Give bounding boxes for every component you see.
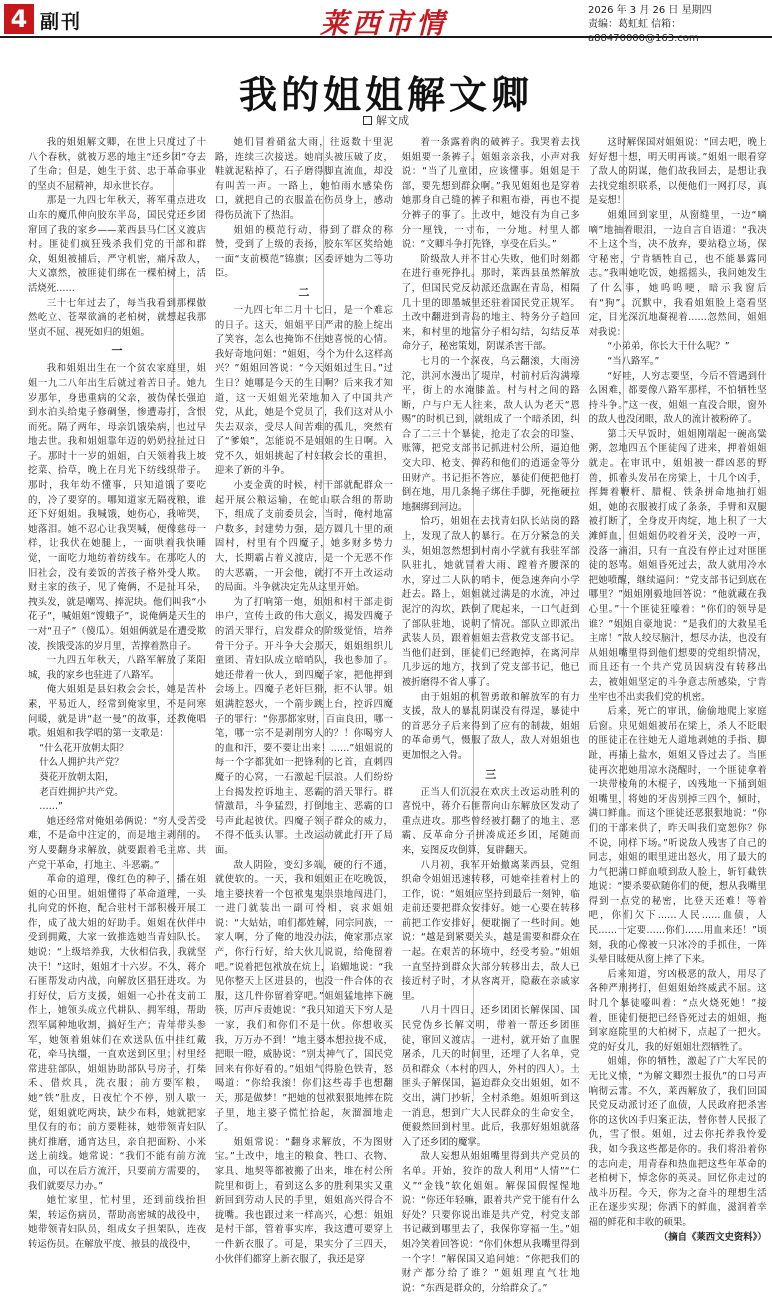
paragraph: 为了打响第一炮，姐姐和村干部走街串户，宣传土政的伟大意义，揭发四魔子的滔天罪行，启发群众的阶级觉悟，培养骨干分子。开斗争大会那天，姐姐组织儿童团、青妇队成立暗哨队，我也参加了。她还带着一伙人，到四魔子家，把他押到会场上。四魔子老奸巨猾，拒不认罪。姐姐满腔怒火，一个箭步跳上台，控诉四魔子的罪行：“你那都家财，百亩良田，哪一笔，哪一宗不是剥削穷人的？！你喝穷人的血和汗，要不要让出来！……”姐姐说的每一个字都犹如一把锋利的匕首，直刺四魔子的心窝，一石激起千层浪。人们纷纷上台揭发控诉地主、恶霸的滔天罪行。群情激昂，斗争猛烈，打倒地主、恶霸的口号声此起彼伏。四魔子领子群众的威力，不得不低头认罪。土改运动就此打开了局面。 xyxy=(214,596,393,856)
paragraph: 三十七年过去了，每当我看到那棵傲然屹立、苍翠欲滴的老柏树，就想起我那坚贞不屈、视死如归的姐姐。 xyxy=(28,297,206,338)
text-column-4 xyxy=(588,136,767,1243)
article-title: 我的姐姐解文卿 xyxy=(238,72,533,117)
paragraph: 俺大姐姐是县妇救会会长，她是苦朴素，平易近人，经常到俺家里，不是问寒问暖，就是讲“赵一曼”的故事，还教俺唱歌。姐姐和我学唱的第一支歌是： xyxy=(28,684,206,740)
paragraph: 一九四七年二月十七日，是一个难忘的日子。这天，姐姐平日严肃的脸上绽出了笑容，怎么也掩饰不住她喜悦的心情。我好奇地问姐：“姐姐，今个为什么这样高兴？”姐姐回答说：“今天姐姐过生日。”过生日？她哪是今天的生日啊？后来我才知道，这一天姐姐光荣地加入了中国共产党，从此，她是个党员了，我们这对从小失去双亲，受尽人间苦难的孤儿，突然有了“爹娘”，怎能说不是姐姐的生日啊。入党不久，姐姐挑起了村妇救会长的重担，迎来了新的斗争。 xyxy=(214,304,393,477)
paragraph: 敌人阴险，变幻多端，硬的行不通，就使软的。一天，我和姐姐正在吃晚饭，地主婆挟着一个包袱鬼鬼祟祟地闯进门，一进门就装出一副可怜相，哀求姐姐说：“大姑姑，咱们都姓解，同宗同族，一家人啊，分了俺的地没办法，俺家那点家产，你行行好，给大伙儿说说，给俺留着吧。”说着把包袱放在炕上，谄媚地说：“我见你整天上区进县的，也没一件合体的衣服，这几件你留着穿吧。”姐姐猛地摔下碗筷，厉声斥责她说：“我只知道天下穷人是一家，我们和你们不是一伙。你想收买我，万万办不到！”地主婆本想拉拢不成，把眼一瞪，威胁说：“别太神气了，国民党回来有你好看的。”姐姐气得脸色铁青，怒喝道：“你给我滚！你们这些毒手也想翻天，那是做梦！”把她的包袱狠狠地摔在院子里，地主婆子慌忙拾起，灰溜溜地走了。 xyxy=(214,859,393,1134)
paragraph: “好哇，人穷志要坚，今后不管遇到什么困难，都要像八路军那样，不怕牺牲坚持斗争。”这一夜，姐姐一直没合眼，窗外的敌人也没闭眼，敌人的流计被粉碎了。 xyxy=(588,370,767,426)
paragraph: 七月的一个深夜，乌云翻滚，大雨滂沱，洪河水漫出了堤岸，村前村后沟满壕平，街上的水淹膝盖。村与村之间的路断，户与户无人往来，敌人认为老天“恩赐”的时机已到，就组成了一个暗杀团，纠合了二三十个暴徒，抢走了农会的印鉴、账簿，把党支部书记抓进村公所，逼迫他交大印、枪支、弹药和他们的逍遥金等分田财产。书记拒不答应，暴徒们便把他打倒在地，用几条绳子绑住手脚，死拖硬拉地捆绑到河边。 xyxy=(401,355,580,513)
paragraph: 恰巧，姐姐在去找青妇队长站岗的路上，发现了敌人的暴行。在万分紧急的关头，姐姐忽然想到村南小学就有我驻军部队驻扎，她就冒着大雨、蹚着齐腰深的水，穿过二人队的哨卡，便急速奔向小学赶去。路上，姐姐就过满是的水流，冲过泥泞的沟坎，跌倒了爬起来，一口气赶到了部队驻地，说明了情况。部队立即派出武装人员，跟着姐姐去营救党支部书记。当他们赶到，匪徒们已经跑掉，在离河岸几步远的地方，找到了党支部书记，他已被折磨得不省人事了。 xyxy=(401,516,580,688)
paragraph: 阶级敌人并不甘心失败，他们时刻都在进行垂死挣扎。那时，莱西县虽然解放了，但国民党反动派还盘踞在青岛，相隔几十里的即墨城里还驻着国民党正规军。土改中翻进到青岛的地主、特务分子趋回来，和村里的地富分子相勾结，勾结反革命分子，秘密策划，阴谋杀害干部。 xyxy=(401,253,580,353)
paragraph: 八月初，我军开始撤离莱西县，党组织命令姐姐迅速转移，可她牵挂着村上的工作，说：“姐姐应坚持到最后一刻钟，临走前还要把群众安排好。她一心要在转移前把工作安排好，便耽搁了一些时间。她说：“越是到紧要关头，越是需要和群众在一起。在艰苦的环境中，经受考验。”姐姐一直坚持到群众大部分转移出去，敌人已接近村子时，才从容离开，隐蔽在亲戚家里。 xyxy=(401,859,580,1002)
song-line: 老百姓拥护共产党。 xyxy=(39,786,124,798)
issue-meta xyxy=(588,4,772,46)
chapter-number: 三 xyxy=(485,767,497,781)
text-column-1 xyxy=(28,136,206,1250)
newspaper-masthead: 莱西市情 xyxy=(320,7,449,40)
paragraph: 后来知道，穷凶极恶的敌人，用尽了各种严刑拷打，但姐姐始终威武不屈。这时几个暴徒嚎叫着：“点火烧死她！”接着，匪徒们便把已经昏死过去的姐姐，拖到家庭院里的大柏树下，点起了一把火。党的好女儿，我的好姐姐壮烈牺牲了。 xyxy=(588,968,767,1053)
section-title: 副刊 xyxy=(40,11,83,33)
paragraph: 八月十四日，还乡团团长解保国、国民党伪乡长解文明，带着一帮还乡团匪徒，窜回义渡店。一进村，就开始了血腥屠杀，几天的时间里，还埋了人名单，党员和群众（本村的四人，外村的四人）。土匪头子解保国，逼迫群众交出姐姐，如不交出，满门抄斩，全村杀绝。姐姐听到这一消息，想到广大人民群众的生命安全，便毅然回到村里。此后，我那好姐姐就落入了还乡团的魔掌。 xyxy=(401,1005,580,1148)
song-line: 葵花开放朝太阳， xyxy=(39,771,115,783)
paragraph: 后来，死亡的审讯，偷偷地爬上家庭后窗。只见姐姐被吊在梁上，杀人不眨眼的匪徒正在往她无人道地剥她的手指、脚趾，再插上盐水，姐姐又昏过去了。当匪徒再次把她用凉水浇醒时，一个匪徒拿着一块带棱角的木棍子，凶残地一下捅到姐姐嘴里，将她的牙齿别掉三四个，倾时，满口鲜血。而这个匪徒还恶狠狠地说：“你们的干部来供了，昨天叫我们宽恕你？你不说，同样下场。”听说敌人残害了自己的同志，姐姐的眼里迸出怒火，用了最大的力气把满口鲜血喷到敌人脸上，斩钉截铁地说：“要杀要砍随你们的便，想从我嘴里得到一点党的秘密，比登天还难！等着吧，你们欠下……人民……血债，人民……一定要……你们……用血来还！”顷刻，我的心像被一只冰冷的手抓住，一阵头晕目眩便从窗上摔了下来。 xyxy=(588,706,767,966)
page-number: 4 xyxy=(4,4,34,34)
chapter-number: 二 xyxy=(298,285,310,299)
paragraph: “当八路军。” xyxy=(607,355,660,367)
song-line: 什么人拥护共产党？ xyxy=(39,757,124,769)
song-line: ……” xyxy=(39,801,63,813)
paragraph: 我和姐姐出生在一个贫农家庭里，姐姐一九二八年出生后就过着苦日子。她九岁那年，身患重病的父亲，被伪保长强迫到水泊头给鬼子修碉堡，惨遭毒打，含恨而死。隔了两年，母亲饥饿染病，也过早地去世。我和姐姐靠年迈的奶奶拉扯过日子。那时十一岁的姐姐，白天领着我上坡挖菜、拾草，晚上在月光下纺线织带子。那时，我年幼不懂事，只知道饿了要吃的，冷了要穿的。哪知道家无隔夜粮，谁还下好姐姐。我喊饿，她伤心，我啼哭，她落泪。她不忍心让我哭喊，便像慈母一样，让我伏在她腿上，一面哄着我快睡觉，一面吃力地纺着纺线车。在那吃人的旧社会，没有姜饭的苦孩子格外受人欺。财主家的孩子，见了俺俩，不是扯耳朵，拽头发，就是嘲骂、捧泥块。他们叫我“小花子”，喊姐姐“馊蛾子”，说俺俩是天生的一对“丑子”（傻瓜）。姐姐俩就是在遭受欺凌，挨饿受冻的岁月里，苦撑着熬日子。 xyxy=(28,363,206,652)
page-header xyxy=(0,0,772,44)
paragraph: 革命的道理，像红色的种子，播在姐姐的心田里。姐姐懂得了革命道理，一头扎向党的怀抱，配合驻村干部积极开展工作，成了战大姐的好助手。姐姐在伙伴中受到拥戴，大家一致推选她当青妇队长。她说：“上级培养我，大伙相信我，我就坚决干！”这时，姐姐才十六岁。不久，蒋介石匪帮发动内战，向解放区猖狂进攻。为打好仗，后方支援，姐姐一心扑在支前工作上，她领头成立代耕队、拥军组，帮助烈军属种地收割，搞好生产；青年带头参军，她领着姐妹们在欢送队伍中挂红戴花，牵马执缰，一直欢送到区里；村里经常进驻部队，姐姐协助部队号房子，打柴禾、借炊具，洗衣服；前方要军粮，她“铁”肚皮，日夜忙个不停，别人歇一觉，姐姐就吃两块，缺少布料，她就把家里仅有的布；前方要鞋袜，她带领青妇队挑灯推磨，通宵达旦，亲自把面粉、小米送上前线。她常说：“我们不能有前方流血，可以在后方流汗，只要前方需要的，我们就要尽力办。” xyxy=(28,874,206,1192)
byline-box-icon xyxy=(363,116,372,125)
issue-date: 2026 年 3 月 26 日 星期四 xyxy=(588,5,712,16)
source-note: （摘自《莱西文史资料》） xyxy=(658,1231,767,1243)
paragraph: 那是一九四七年秋天，蒋军重点进攻山东的魔爪伸向胶东半岛，国民党还乡团窜回了我的家乡——莱西县马仁区义渡店村。匪徒们疯狂残杀我们党的干部和群众，姐姐被捕后，严守机密，痛斥敌人，大义凛然，被匪徒们绑在一棵柏树上，活活烧死…… xyxy=(28,195,206,294)
paragraph: 一九四五年秋天，八路军解放了莱阳城，我的家乡也驻进了八路军。 xyxy=(28,655,206,681)
paragraph: 着一条露着肉的破裤子。我哭着去找姐姐要一条裤子。姐姐亲亲我，小声对我说：“当了儿童团，应该懂事。姐姐是干部，要先想到群众啊。”我见姐姐也是穿着她那身自己缝的裤子和粗布褂，再也不提分裤子的事了。土改中，她没有为自己多分一厘钱，一寸布，一分地。村里人都说：“文卿斗争打先锋，享受在后头。” xyxy=(401,137,580,251)
paragraph: “小弟弟，你长大干什么呢？” xyxy=(607,341,730,353)
paragraph: 她还经常对俺姐弟俩说：“穷人受苦受难，不是命中注定的，而是地主剥削的。穷人要翻身求解放，就要跟着毛主席、共产党干革命，打地主、斗恶霸。” xyxy=(28,815,206,871)
paragraph: 由于姐姐的机智勇敢和解放军的有力支援，敌人的暴乱阴谋没有得逞，暴徒中的首恶分子后来得到了应有的制裁，姐姐的革命勇气，慑服了敌人，敌人对姐姐也更加恨之入骨。 xyxy=(401,691,580,761)
paragraph: 姐姐回到家里，从窗缝里，一边“嘀嘀”地抽着眼泪，一边自言自语道：“我决不上这个当，决不放弃，要站稳立场，保守秘密，宁肯牺牲自己，也不能暴露同志。”我叫她吃饭，她摇摇头，我问她发生了什么事，她呜呜哽，暗示我窗后有“狗”。沉默中，我看姐姐脸上毫看坚定，目光深沉地凝视着……忽然间，姐姐对我说： xyxy=(588,209,767,338)
text-column-2 xyxy=(214,136,393,1265)
paragraph: 这时解保国对姐姐说：“回去吧，晚上好好想一想，明天明再谈。”姐姐一眼看穿了敌人的阴谋，他们故我回去，是想让我去找党组织联系，以便他们一网打尽，真是妄想！ xyxy=(588,137,767,207)
paragraph: 姐姐，你的牺牲，激起了广大军民的无比义愤，“为解文卿烈士报仇”的口号声响彻云霄。不久，莱西解放了，我们回国民党反动派讨还了血债，人民政府把杀害你的这伙凶手归案正法，替你替人民报了仇，雪了恨。姐姐，过去你托养我怜爱我，如今我这些都是你的。我们将沿着你的志向走，用青春和热血把这些年革命的老柏树下，悼念你的英灵。回忆你走过的战斗历程。今天，你为之奋斗的理想生活正在逐步实现；你洒下的鲜血，滋润着幸福的鲜花和丰收的硕果。 xyxy=(588,1056,767,1228)
chapter-number: 一 xyxy=(111,344,123,358)
paragraph: 她们冒着硝盆大雨，往返数十里泥路，连续三次接送。她肩头被压破了皮，鞋就泥粘掉了，石子磨得脚直流血，却没有叫苦一声。一路上，她怕雨水感染伤口，就把自己的衣服盖在伤员身上，感动得伤员流下了热泪。 xyxy=(214,137,393,221)
paragraph: 敌人妄想从姐姐嘴里得到共产党员的名单。开始，狡诈的敌人利用“人情”“仁义”“金钱”软化姐姐。解保国假惺惺地说：“你还年轻嘛，跟着共产党干能有什么好处？只要你说出谁是共产党，村党支部书记藏到哪里去了，我保你穿福一生。”姐姐冷笑着回答说：“你们休想从我嘴里得到一个字！”解保国又追问她：“你把我们的财产都分给了谁？”姐姐理直气壮地说：“东西是群众的，分给群众了。” xyxy=(401,1151,580,1294)
article-byline xyxy=(0,112,772,128)
text-column-3 xyxy=(401,136,580,1294)
editor-contact: 责编：葛虹虹 信箱：a88470000@163.com xyxy=(588,19,699,44)
paragraph: 正当人们沉浸在欢庆土改运动胜利的喜悦中，蒋介石匪帮向山东解放区发动了重点进攻。那些曾经被打翻了的地主、恶霸、反革命分子拼凑成还乡团，尾随而来，妄图反攻倒算，复辟翻天。 xyxy=(401,786,580,856)
article-body xyxy=(28,136,767,1294)
song-line: “什么花开放朝太阳？ xyxy=(39,742,129,754)
paragraph: 小麦金黄的时候，村干部就配群众一起开展公粮运输，在蛇山联合组的帮助下，组成了支前委员会，当时，俺村地富户数多，封建势力强，是方圆几十里的顽固村，村里有个四魔子，她多财多势力大，长期霸占着义渡店，是一个无恶不作的大恶霸，一开会他，就打不开土改运动的局面。斗争就决定先从这里开始。 xyxy=(214,480,393,594)
paragraph: 姐姐常说：“翻身求解放，不为图财宝。”土改中，地主的粮食、牲口、衣物、家具、地契等都被搬了出来，堆在村公所院里和街上，看到这么多的胜利果实又重新回到劳动人民的手里，姐姐高兴得合不拢嘴。我也跟过来一样高兴，心想：姐姐是村干部，管着事实库，我这遭可要穿上一件新衣服了。可是，果实分了三四天，小伙伴们都穿上新衣服了，我还是穿 xyxy=(214,1136,393,1265)
paragraph: 她忙家里，忙村里，还到前线抬担架，转运伤病员，帮助高密城的战役中，她带领青妇队员，组成女子担架队，连夜转运伤员。在解放平度、掖县的战役中， xyxy=(28,1195,206,1250)
paragraph: 第二天早饭时，姐姐刚端起一碗高粱粥，忽地四五个匪徒闯了进来，押着姐姐就走。在审讯中，姐姐被一群凶恶的野兽，抓着头发吊在房梁上，十几个凶手，挥舞着鞭杆、腊棍、铁条拼命地抽打姐姐，她的衣服被打成了条条，手臂和双腿被打断了，全身皮开肉绽，地上积了一大滩鲜血，但姐姐仍咬着牙关，没哼一声，没落一滴泪，只有一直没有停止过对匪匪徒的怒骂。姐姐昏死过去，敌人就用冷水把她喷醒，继续逼问：“党支部书记到底在哪里？”姐姐刚毅地回答说：“他就藏在我心里。”一个匪徒狂嚎着：“你们的领导是谁？”姐姐自豪地说：“是我们的大救星毛主席！”敌人绞尽脑汁，想尽办法，也没有从姐姐嘴里得到他们想要的党组织情况，而且还有一个共产党员因病没有转移出去，被姐姐坚定的斗争意志所感染，宁肯坐牢也不出卖我们党的机密。 xyxy=(588,428,767,703)
paragraph: 姐姐的模范行动，得到了群众的称赞，受到了上级的表扬，胶东军区奖给她一面“支前模范”锦旗；区委评她为二等功臣。 xyxy=(214,224,393,280)
paragraph: 我的姐姐解文卿，在世上只度过了十八个春秋，就被万恶的地主“还乡团”夺去了生命；但是，她生于贫、忠于革命事业的坚贞不屈精神，却永世长存。 xyxy=(28,137,206,192)
author-name: 解文成 xyxy=(376,114,409,127)
